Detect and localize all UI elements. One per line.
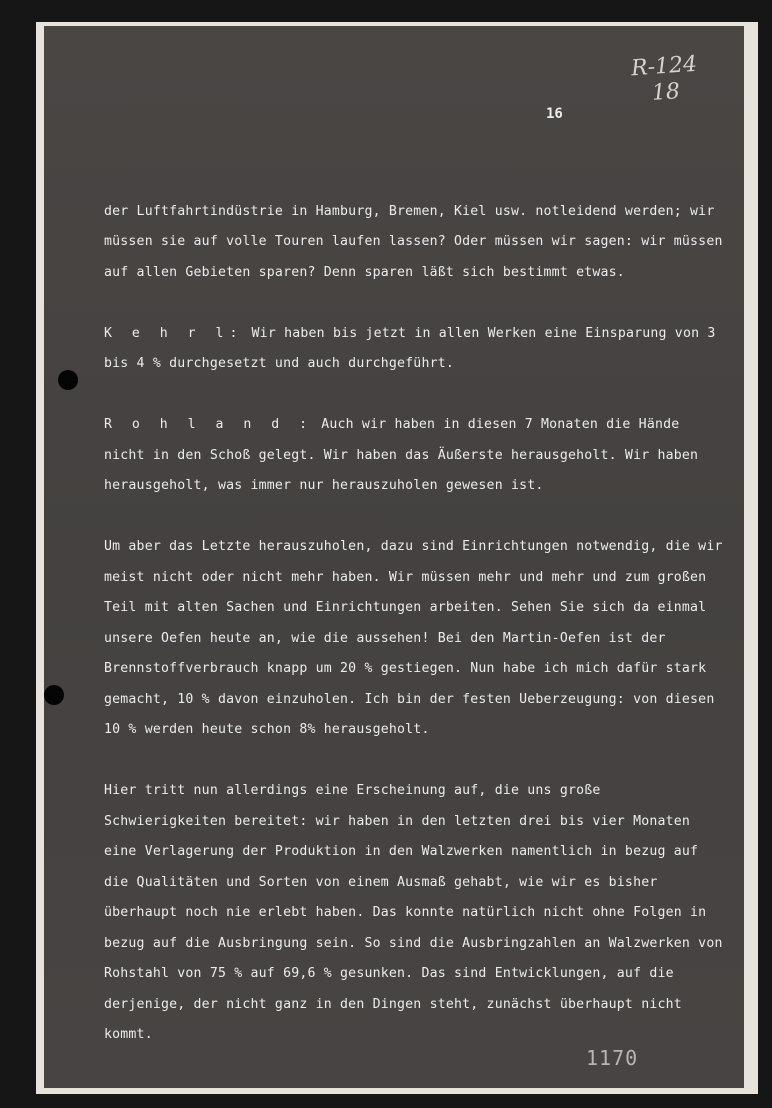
- archive-ref-line1: R-124: [630, 51, 698, 82]
- paragraph-3: [104, 380, 724, 502]
- speaker-rohland: R o h l a n d :: [104, 417, 314, 432]
- body-text: [104, 166, 724, 1051]
- page-stamp-number: 1170: [586, 1046, 639, 1070]
- punch-hole-bottom: [44, 685, 64, 705]
- paragraph-3-text: Auch wir haben in diesen 7 Monaten die Hände nicht in den Schoß gelegt. Wir haben das Äußerste herausgeholt. Wir haben herausgeholt, was immer nur herauszuholen gewesen ist.: [104, 417, 699, 493]
- paragraph-2-text: Wir haben bis jetzt in allen Werken eine Einsparung von 3 bis 4 % durchgesetzt und auch durchgeführt.: [104, 325, 716, 371]
- paragraph-4-text: Um aber das Letzte herauszuholen, dazu sind Einrichtungen notwendig, die wir meist nicht oder nicht mehr haben. Wir müssen mehr und mehr und zum großen Teil mit alten Sachen und Einrichtungen arbeiten. Sehen Sie sich da einmal unsere Oefen heute an, wie die aussehen! Bei den Martin-Oefen ist der Brennstoffverbrauch knapp um 20 % gestiegen. Nun habe ich mich dafür stark gemacht, 10 % davon einzuholen. Ich bin der festen Ueberzeugung: von diesen 10 % werden heute schon 8% herausgeholt.: [104, 539, 723, 737]
- archive-ref-line2: 18: [651, 79, 681, 106]
- handwritten-archive-reference: [630, 52, 699, 108]
- punch-hole-top: [58, 370, 78, 390]
- paragraph-5: [104, 746, 724, 1051]
- paragraph-1-text: der Luftfahrtindüstrie in Hamburg, Bremen, Kiel usw. notleidend werden; wir müssen sie auf volle Touren laufen lassen? Oder müssen wir sagen: wir müssen auf allen Gebieten sparen? Denn sparen läßt sich bestimmt etwas.: [104, 203, 723, 280]
- paragraph-4: [104, 502, 724, 746]
- paragraph-1: [104, 166, 724, 288]
- speaker-kehrl: K e h r l:: [104, 325, 244, 341]
- page-number: 16: [546, 106, 563, 122]
- paragraph-2: [104, 288, 724, 380]
- document-page: [44, 26, 744, 1088]
- paragraph-5-text: Hier tritt nun allerdings eine Erscheinung auf, die uns große Schwierigkeiten bereitet: wir haben in den letzten drei bis vier Monaten eine Verlagerung der Produktion in den Walzwerken namentlich in bezug auf die Qualitäten und Sorten von einem Ausmaß gehabt, wie wir es bisher überhaupt noch nie erlebt haben. Das konnte natürlich nicht ohne Folgen in bezug auf die Ausbringung sein. So sind die Ausbringzahlen an Walzwerken von Rohstahl von 75 % auf 69,6 % gesunken. Das sind Entwicklungen, auf die derjenige, der nicht ganz in den Dingen steht, zunächst überhaupt nicht kommt.: [104, 783, 723, 1042]
